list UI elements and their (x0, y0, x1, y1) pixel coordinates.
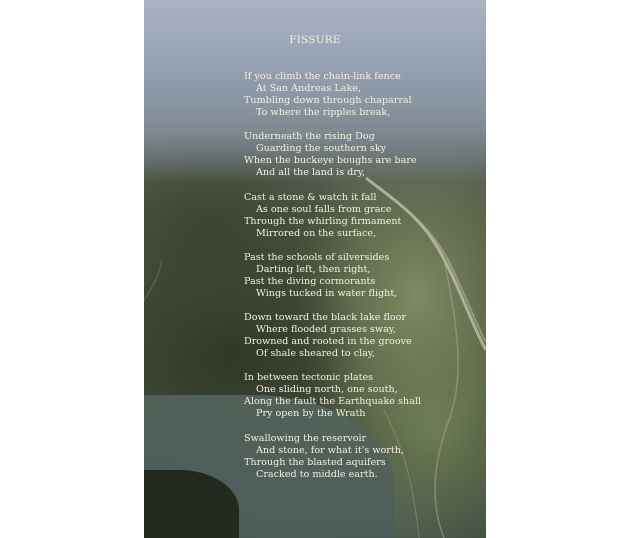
poem-line: Wings tucked in water flight, (256, 288, 398, 299)
stanza-2 (244, 131, 484, 179)
poem-line: If you climb the chain-link fence (244, 71, 401, 82)
poem-line: Mirrored on the surface, (256, 228, 377, 239)
poem-line: At San Andreas Lake, (256, 83, 362, 94)
poem-line: When the buckeye boughs are bare (244, 155, 417, 166)
poem-line: And all the land is dry, (256, 167, 366, 178)
stanza-7 (244, 433, 484, 481)
poem-line: Down toward the black lake floor (244, 312, 407, 323)
poem-line: Along the fault the Earthquake shall (244, 396, 421, 407)
poem-line: Cast a stone & watch it fall (244, 192, 377, 203)
poem-line: In between tectonic plates (244, 372, 374, 383)
poem-line: Past the schools of silversides (244, 252, 390, 263)
stanza-3 (244, 192, 484, 240)
poem-line: To where the ripples break, (256, 107, 391, 118)
poem-line: Guarding the southern sky (256, 143, 387, 154)
poem-line: Darting left, then right, (256, 264, 371, 275)
poem-line: As one soul falls from grace (256, 204, 392, 215)
poem-poster (144, 0, 486, 538)
poem-line: Through the whirling firmament (244, 216, 402, 227)
poem-line: And stone, for what it's worth, (256, 445, 404, 456)
poem-line: Where flooded grasses sway, (256, 324, 396, 335)
poem-line: Cracked to middle earth. (256, 469, 378, 480)
poem-line: Pry open by the Wrath (256, 408, 366, 419)
poem-line: Of shale sheared to clay, (256, 348, 376, 359)
poem-title: FISSURE (289, 34, 341, 46)
stanza-4 (244, 252, 484, 300)
stanza-1 (244, 71, 484, 119)
poem-line: Swallowing the reservoir (244, 433, 367, 444)
poem-line: Tumbling down through chaparral (244, 95, 412, 106)
poem-line: Drowned and rooted in the groove (244, 336, 412, 347)
poem-line: Past the diving cormorants (244, 276, 376, 287)
poem-line: One sliding north, one south, (256, 384, 398, 395)
stanza-6 (244, 372, 484, 420)
poem-line: Through the blasted aquifers (244, 457, 386, 468)
poem-line: Underneath the rising Dog (244, 131, 375, 142)
stanza-5 (244, 312, 484, 360)
